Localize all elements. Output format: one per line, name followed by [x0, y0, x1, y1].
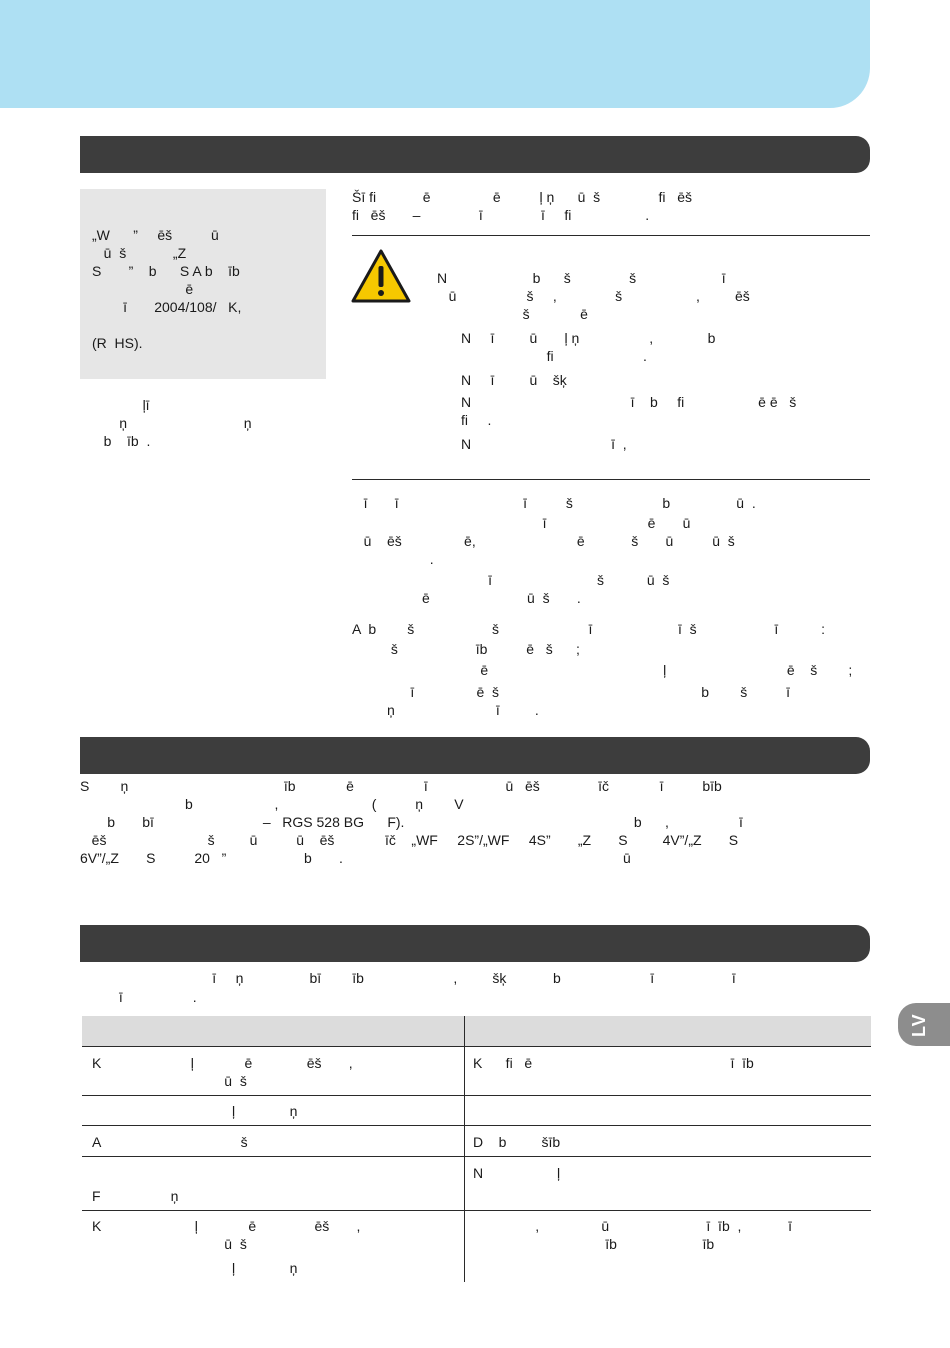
language-tab-label: LV: [909, 1013, 929, 1037]
section-heading-bar-2: [80, 737, 870, 774]
warning-item-3: N ī ū šķ: [461, 372, 567, 388]
table-row-4-right-1: N ļ: [473, 1165, 561, 1181]
note-line-7: A b š š ī ī š ī :: [352, 621, 825, 637]
table-header-row: [82, 1016, 871, 1046]
table-row-5-right-1: , ū ī īb , ī: [473, 1218, 792, 1234]
table-rule-3: [82, 1125, 871, 1126]
table-rule-2: [82, 1095, 871, 1096]
section2-line-4: ēš š ū ū ēš īč „WF 2S”/„WF 4S” „Z S 4V”/„Z S: [80, 832, 739, 848]
table-rule-5: [82, 1210, 871, 1211]
left-column-line-2: ņ ņ: [92, 415, 252, 431]
warning-item-1-cont-1: ū š , š , ēš: [437, 288, 750, 304]
warning-item-5: N ī ,: [461, 436, 627, 452]
note-line-1: ī ī ī š b ū .: [352, 495, 756, 511]
table-row-5-left-2: ū š: [92, 1236, 247, 1252]
table-column-divider: [464, 1016, 465, 1282]
sidebar-box-line-2: ū š „Z: [92, 245, 187, 261]
section3-intro-line-1: ī ņ bī īb , šķ b ī ī: [80, 970, 736, 986]
table-row-2-left-1: ļ ņ: [92, 1103, 298, 1119]
warning-item-2: N ī ū ļ ņ , b: [461, 330, 716, 346]
left-column-line-1: ļī: [92, 397, 150, 413]
note-line-8: š īb ē š ;: [352, 641, 580, 657]
table-row-4-left-2: F ņ: [92, 1188, 179, 1204]
note-line-2: ī ē ū: [352, 515, 691, 531]
warning-item-1-cont-2: š ē: [437, 306, 588, 322]
section2-line-5: 6V”/„Z S 20 ” b . ū: [80, 850, 631, 866]
sidebar-box-line-5: ī 2004/108/ K,: [92, 299, 242, 315]
section2-line-3: b bī – RGS 528 BG F). b , ī: [80, 814, 743, 830]
warning-item-2-cont: fi .: [461, 348, 647, 364]
intro-line-1: Šī fi ē ē ļ ņ ū š fi ēš: [352, 189, 692, 205]
intro-line-2: fi ēš – ī ī fi .: [352, 207, 650, 223]
section3-intro-line-2: ī .: [80, 989, 197, 1005]
warning-item-4: N ī b fi ē ē š: [461, 394, 797, 410]
note-line-11: ņ ī .: [352, 702, 539, 718]
section-heading-bar-3: [80, 925, 870, 962]
table-row-1-left-2: ū š: [92, 1073, 247, 1089]
warning-item-4-cont: fi .: [461, 412, 492, 428]
section-heading-bar-1: [80, 136, 870, 173]
warning-triangle-icon: [350, 248, 412, 304]
note-line-4: .: [352, 551, 434, 567]
sidebar-box-line-7: (R HS).: [92, 335, 143, 351]
section2-line-2: b , ( ņ V: [80, 796, 464, 812]
table-row-1-right-1: K fi ē ī īb: [473, 1055, 754, 1071]
table-row-3-left-1: A š: [92, 1134, 248, 1150]
sidebar-box-line-4: ē: [92, 281, 194, 297]
table-row-1-left-1: K ļ ē ēš ,: [92, 1055, 353, 1071]
table-row-5-right-2: īb īb: [473, 1236, 715, 1252]
warning-top-rule: [352, 235, 870, 236]
note-line-9: ē ļ ē š ;: [352, 662, 853, 678]
table-row-5-left-3: ļ ņ: [92, 1260, 298, 1276]
header-band: [0, 0, 870, 108]
table-rule-4: [82, 1156, 871, 1157]
warning-item-1: N b š š ī: [437, 270, 726, 286]
table-rule-1: [82, 1046, 871, 1047]
sidebar-box-line-3: S ” b S A b īb: [92, 263, 240, 279]
section2-line-1: S ņ īb ē ī ū ēš īč ī bīb: [80, 778, 722, 794]
note-line-6: ē ū š .: [352, 590, 581, 606]
note-line-10: ī ē š b š ī: [352, 684, 790, 700]
warning-bottom-rule: [352, 479, 870, 480]
table-row-5-left-1: K ļ ē ēš ,: [92, 1218, 361, 1234]
note-line-3: ū ēš ē, ē š ū ū š: [352, 533, 735, 549]
sidebar-box-line-1: „W ” ēš ū: [92, 227, 219, 243]
table-row-3-right-1: D b šīb: [473, 1134, 561, 1150]
note-line-5: ī š ū š: [352, 572, 670, 588]
language-side-tab[interactable]: [898, 1003, 950, 1046]
left-column-line-3: b īb .: [92, 433, 151, 449]
